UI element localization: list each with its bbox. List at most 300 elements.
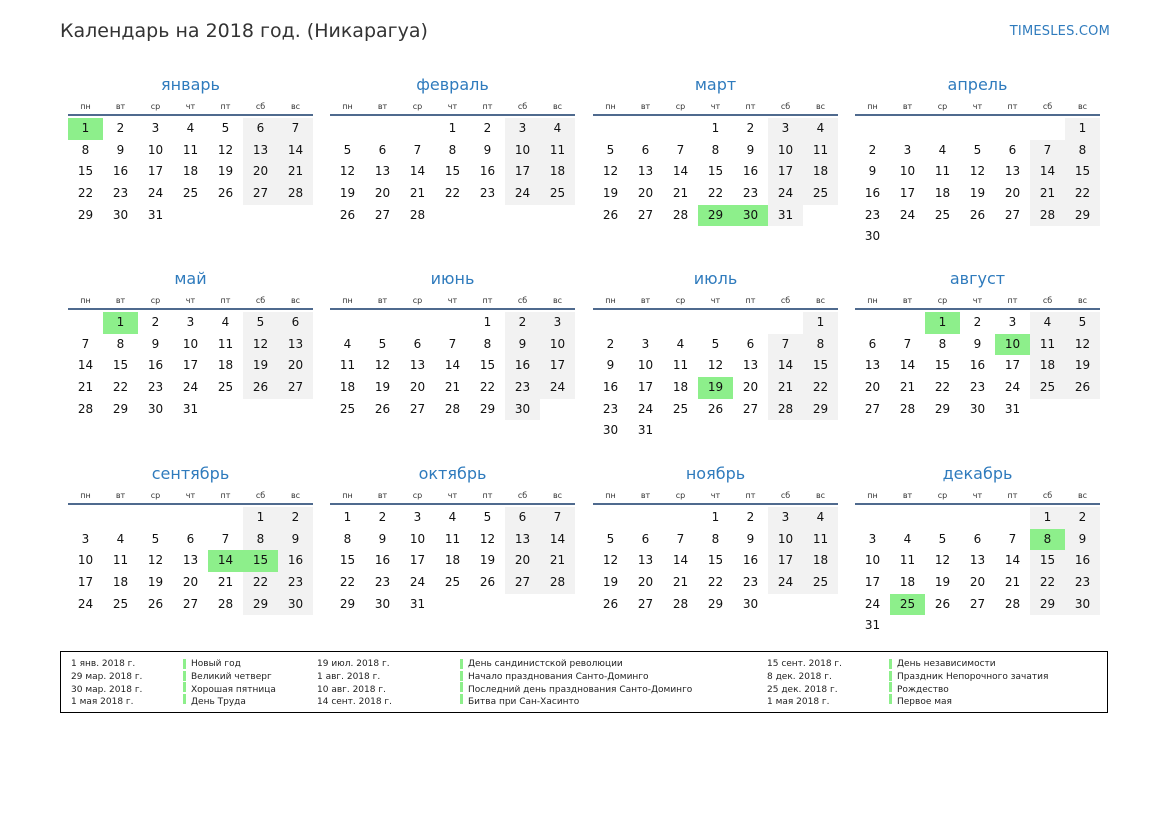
holiday-day-cell: 1: [925, 312, 960, 334]
holiday-day-cell: 14: [208, 550, 243, 572]
empty-cell: [768, 312, 803, 334]
day-cell: 9: [746, 142, 755, 157]
day-cell: 18: [1030, 355, 1065, 377]
day-cell: 17: [182, 358, 199, 373]
empty-cell: [173, 507, 208, 529]
day-cell: 28: [540, 572, 575, 594]
day-cell: 26: [339, 207, 356, 222]
weekday-label: чт: [972, 491, 983, 500]
legend-date: 15 сент. 2018 г.: [767, 659, 843, 669]
day-cell: 31: [182, 401, 199, 416]
empty-cell: [330, 118, 365, 140]
day-cell: 17: [899, 186, 916, 201]
day-cell: 6: [973, 531, 982, 546]
weekday-label: сб: [517, 102, 528, 111]
day-cell: 12: [243, 334, 278, 356]
day-cell: 11: [182, 142, 199, 157]
day-cell: 21: [444, 380, 461, 395]
day-cell: 13: [409, 358, 426, 373]
empty-cell: [960, 118, 995, 140]
day-cell: 20: [182, 575, 199, 590]
day-cell: 16: [112, 164, 129, 179]
legend-swatch: [460, 659, 463, 669]
month-11: [593, 464, 838, 615]
day-cell: 31: [768, 205, 803, 227]
empty-cell: [330, 312, 365, 334]
day-cell: 16: [479, 164, 496, 179]
day-grid: [68, 312, 313, 420]
day-cell: 17: [77, 575, 94, 590]
day-cell: 17: [505, 161, 540, 183]
day-cell: 12: [602, 164, 619, 179]
legend-date: 1 авг. 2018 г.: [317, 671, 381, 682]
day-cell: 21: [217, 575, 234, 590]
day-cell: 18: [934, 186, 951, 201]
day-cell: 6: [243, 118, 278, 140]
month-5: [68, 269, 313, 420]
day-cell: 3: [903, 142, 912, 157]
day-cell: 23: [278, 572, 313, 594]
day-cell: 27: [278, 377, 313, 399]
day-cell: 14: [444, 358, 461, 373]
day-cell: 18: [672, 380, 689, 395]
month-name: декабрь: [942, 464, 1013, 483]
weekday-label: пт: [482, 102, 493, 111]
day-cell: 20: [742, 380, 759, 395]
empty-cell: [890, 312, 925, 334]
legend-dates: [317, 658, 392, 709]
weekday-label: вс: [1077, 296, 1088, 305]
weekday-label: вс: [552, 102, 563, 111]
day-cell: 22: [934, 380, 951, 395]
day-cell: 25: [540, 183, 575, 205]
legend-date: 8 дек. 2018 г.: [767, 671, 832, 682]
day-cell: 5: [151, 531, 160, 546]
empty-cell: [628, 118, 663, 140]
day-cell: 23: [864, 207, 881, 222]
day-cell: 26: [147, 596, 164, 611]
day-cell: 7: [540, 507, 575, 529]
day-cell: 5: [378, 336, 387, 351]
weekday-label: пт: [220, 102, 231, 111]
legend-holiday-name: Битва при Сан-Хасинто: [468, 697, 580, 708]
day-cell: 30: [278, 594, 313, 616]
day-cell: 16: [602, 380, 619, 395]
day-cell: 13: [374, 164, 391, 179]
day-cell: 4: [676, 336, 685, 351]
day-cell: 16: [969, 358, 986, 373]
day-cell: 29: [77, 207, 94, 222]
empty-cell: [733, 312, 768, 334]
day-cell: 6: [1008, 142, 1017, 157]
day-cell: 3: [768, 507, 803, 529]
legend-swatch: [183, 671, 186, 681]
day-cell: 22: [707, 575, 724, 590]
weekday-label: пт: [1007, 491, 1018, 500]
day-cell: 3: [641, 336, 650, 351]
weekday-label: сб: [517, 491, 528, 500]
weekday-label: ср: [150, 491, 161, 500]
day-cell: 16: [278, 550, 313, 572]
day-cell: 12: [339, 164, 356, 179]
day-cell: 14: [672, 553, 689, 568]
legend-swatch: [889, 694, 892, 704]
day-cell: 4: [186, 121, 195, 135]
day-cell: 25: [339, 401, 356, 416]
weekday-label: пн: [80, 491, 91, 500]
day-cell: 5: [711, 336, 720, 351]
legend-holiday-name: День независимости: [897, 659, 996, 669]
day-cell: 6: [278, 312, 313, 334]
empty-cell: [365, 118, 400, 140]
day-cell: 31: [864, 618, 881, 633]
empty-cell: [400, 312, 435, 334]
day-cell: 8: [116, 336, 125, 351]
legend-color-bars: [183, 658, 186, 705]
day-cell: 19: [217, 164, 234, 179]
empty-cell: [663, 312, 698, 334]
day-cell: 9: [973, 336, 982, 351]
day-cell: 15: [479, 358, 496, 373]
legend-holiday-name: Новый год: [191, 659, 241, 669]
day-cell: 3: [505, 118, 540, 140]
weekday-label: пт: [482, 491, 493, 500]
day-cell: 20: [637, 575, 654, 590]
day-cell: 4: [1030, 312, 1065, 334]
weekday-label: вт: [115, 491, 126, 500]
day-grid: [855, 312, 1100, 420]
day-grid: [855, 118, 1100, 248]
month-10: [330, 464, 575, 615]
month-name: август: [949, 269, 1006, 288]
day-cell: 4: [540, 118, 575, 140]
day-cell: 6: [641, 531, 650, 546]
day-cell: 4: [448, 510, 457, 524]
day-cell: 12: [707, 358, 724, 373]
legend-color-bars: [889, 658, 892, 705]
day-cell: 19: [374, 380, 391, 395]
legend-holiday-name: Хорошая пятница: [191, 684, 276, 695]
legend-names: [897, 658, 1048, 709]
legend-swatch: [183, 659, 186, 669]
legend-swatch: [889, 671, 892, 681]
day-cell: 21: [1030, 183, 1065, 205]
legend-swatch: [460, 671, 463, 681]
day-cell: 21: [540, 550, 575, 572]
page-title: Календарь на 2018 год. (Никарагуа): [60, 20, 428, 42]
day-cell: 8: [448, 142, 457, 157]
day-cell: 7: [676, 142, 685, 157]
day-grid: [330, 118, 575, 226]
day-cell: 24: [768, 572, 803, 594]
weekday-label: чт: [447, 102, 458, 111]
day-cell: 29: [112, 401, 129, 416]
weekday-label: пн: [867, 491, 878, 500]
day-cell: 29: [243, 594, 278, 616]
weekday-label: вт: [902, 296, 913, 305]
day-cell: 1: [803, 312, 838, 334]
day-cell: 29: [803, 399, 838, 421]
weekday-label: чт: [710, 296, 721, 305]
day-cell: 10: [768, 529, 803, 551]
weekday-label: сб: [255, 491, 266, 500]
day-cell: 15: [77, 164, 94, 179]
day-grid: [330, 507, 575, 615]
day-cell: 29: [339, 596, 356, 611]
day-cell: 28: [217, 596, 234, 611]
weekday-label: вс: [815, 102, 826, 111]
day-cell: 25: [803, 572, 838, 594]
weekday-label: чт: [185, 491, 196, 500]
day-cell: 5: [1065, 312, 1100, 334]
day-cell: 7: [903, 336, 912, 351]
day-cell: 24: [409, 575, 426, 590]
legend-holiday-name: День сандинистской революции: [468, 659, 623, 669]
weekday-label: вс: [815, 491, 826, 500]
day-cell: 23: [505, 377, 540, 399]
day-cell: 4: [221, 315, 230, 329]
legend-names: [191, 658, 276, 709]
day-cell: 9: [116, 142, 125, 157]
holiday-day-cell: 25: [890, 594, 925, 616]
day-cell: 10: [637, 358, 654, 373]
day-cell: 11: [112, 553, 129, 568]
day-cell: 23: [602, 401, 619, 416]
day-cell: 14: [409, 164, 426, 179]
day-cell: 5: [606, 142, 615, 157]
weekday-label: сб: [780, 491, 791, 500]
day-cell: 21: [899, 380, 916, 395]
day-cell: 8: [803, 334, 838, 356]
day-cell: 30: [147, 401, 164, 416]
day-cell: 9: [151, 336, 160, 351]
site-link[interactable]: TIMESLES.COM: [1009, 24, 1110, 39]
empty-cell: [593, 312, 628, 334]
day-cell: 16: [742, 553, 759, 568]
day-cell: 25: [672, 401, 689, 416]
weekday-label: ср: [150, 296, 161, 305]
weekday-label: чт: [710, 102, 721, 111]
day-cell: 28: [899, 401, 916, 416]
day-cell: 2: [151, 315, 160, 329]
day-cell: 4: [903, 531, 912, 546]
day-cell: 3: [81, 531, 90, 546]
weekday-header: [593, 489, 838, 505]
day-cell: 11: [1030, 334, 1065, 356]
weekday-header: [68, 489, 313, 505]
day-cell: 23: [112, 186, 129, 201]
day-cell: 26: [969, 207, 986, 222]
day-cell: 27: [243, 183, 278, 205]
day-cell: 18: [899, 575, 916, 590]
day-cell: 1: [448, 121, 457, 135]
day-cell: 27: [409, 401, 426, 416]
day-cell: 28: [672, 207, 689, 222]
weekday-label: пт: [1007, 102, 1018, 111]
day-cell: 12: [147, 553, 164, 568]
day-cell: 18: [217, 358, 234, 373]
day-cell: 11: [540, 140, 575, 162]
day-cell: 8: [711, 142, 720, 157]
day-cell: 6: [746, 336, 755, 351]
empty-cell: [208, 507, 243, 529]
weekday-label: пт: [745, 296, 756, 305]
empty-cell: [925, 118, 960, 140]
day-cell: 24: [540, 377, 575, 399]
weekday-label: чт: [185, 296, 196, 305]
day-cell: 2: [278, 507, 313, 529]
weekday-label: ср: [675, 102, 686, 111]
day-cell: 23: [742, 575, 759, 590]
day-cell: 13: [505, 529, 540, 551]
day-cell: 25: [934, 207, 951, 222]
day-cell: 10: [147, 142, 164, 157]
day-cell: 12: [602, 553, 619, 568]
day-cell: 29: [479, 401, 496, 416]
day-cell: 18: [444, 553, 461, 568]
day-cell: 20: [374, 186, 391, 201]
day-cell: 29: [1030, 594, 1065, 616]
legend-swatch: [183, 682, 186, 692]
weekday-label: вс: [290, 491, 301, 500]
day-cell: 23: [742, 186, 759, 201]
legend-holiday-name: День Труда: [191, 697, 246, 708]
day-cell: 18: [339, 380, 356, 395]
day-cell: 4: [803, 507, 838, 529]
day-cell: 17: [768, 550, 803, 572]
month-name: май: [174, 269, 207, 288]
day-cell: 13: [243, 140, 278, 162]
day-cell: 23: [1065, 572, 1100, 594]
empty-cell: [400, 118, 435, 140]
day-cell: 1: [243, 507, 278, 529]
day-cell: 16: [147, 358, 164, 373]
day-cell: 24: [768, 183, 803, 205]
day-cell: 11: [934, 164, 951, 179]
day-cell: 7: [768, 334, 803, 356]
weekday-label: пн: [80, 102, 91, 111]
legend-holiday-name: Праздник Непорочного зачатия: [897, 671, 1049, 682]
weekday-label: пн: [867, 296, 878, 305]
legend-holiday-name: Последний день празднования Санто-Доминго: [468, 684, 693, 695]
month-2: [330, 75, 575, 226]
day-cell: 26: [602, 596, 619, 611]
day-cell: 28: [768, 399, 803, 421]
day-cell: 19: [969, 186, 986, 201]
day-cell: 16: [1065, 550, 1100, 572]
day-cell: 1: [483, 315, 492, 329]
day-cell: 24: [1004, 380, 1021, 395]
day-cell: 6: [505, 507, 540, 529]
weekday-label: чт: [447, 491, 458, 500]
day-cell: 8: [711, 531, 720, 546]
day-cell: 9: [606, 358, 615, 373]
weekday-label: вс: [552, 296, 563, 305]
day-cell: 22: [803, 377, 838, 399]
day-cell: 15: [707, 164, 724, 179]
legend-holiday-name: Великий четверг: [191, 671, 272, 682]
day-cell: 30: [374, 596, 391, 611]
empty-cell: [628, 312, 663, 334]
empty-cell: [855, 507, 890, 529]
day-cell: 3: [1008, 315, 1017, 329]
legend-holiday-name: Первое мая: [897, 697, 952, 708]
weekday-label: пн: [80, 296, 91, 305]
day-cell: 10: [540, 334, 575, 356]
day-cell: 25: [1030, 377, 1065, 399]
month-9: [68, 464, 313, 615]
day-cell: 6: [186, 531, 195, 546]
day-cell: 11: [803, 529, 838, 551]
day-cell: 27: [505, 572, 540, 594]
weekday-label: сб: [517, 296, 528, 305]
legend-swatch: [460, 682, 463, 692]
day-cell: 27: [637, 596, 654, 611]
legend-date: 14 сент. 2018 г.: [317, 697, 393, 708]
day-cell: 20: [505, 550, 540, 572]
month-name: июнь: [430, 269, 475, 288]
day-cell: 13: [637, 164, 654, 179]
weekday-label: пн: [867, 102, 878, 111]
weekday-header: [330, 489, 575, 505]
weekday-label: сб: [255, 102, 266, 111]
month-name: апрель: [947, 75, 1008, 94]
day-cell: 21: [77, 380, 94, 395]
day-cell: 15: [803, 355, 838, 377]
legend-dates: [767, 658, 842, 709]
empty-cell: [855, 118, 890, 140]
day-cell: 2: [378, 510, 387, 524]
day-cell: 30: [112, 207, 129, 222]
weekday-label: ср: [937, 102, 948, 111]
day-cell: 5: [606, 531, 615, 546]
day-cell: 8: [81, 142, 90, 157]
day-cell: 19: [602, 575, 619, 590]
day-cell: 17: [409, 553, 426, 568]
day-cell: 21: [672, 575, 689, 590]
legend-holiday-name: Начало празднования Санто-Доминго: [468, 671, 649, 682]
day-cell: 23: [969, 380, 986, 395]
day-cell: 1: [711, 510, 720, 524]
day-cell: 25: [217, 380, 234, 395]
day-cell: 3: [186, 315, 195, 329]
holiday-legend: [60, 651, 1108, 713]
day-cell: 29: [934, 401, 951, 416]
month-name: январь: [161, 75, 220, 94]
day-cell: 13: [278, 334, 313, 356]
weekday-header: [68, 294, 313, 310]
empty-cell: [698, 312, 733, 334]
day-cell: 26: [479, 575, 496, 590]
weekday-label: сб: [780, 102, 791, 111]
day-cell: 2: [1065, 507, 1100, 529]
day-cell: 19: [339, 186, 356, 201]
day-cell: 17: [147, 164, 164, 179]
weekday-header: [855, 294, 1100, 310]
day-cell: 18: [803, 161, 838, 183]
day-cell: 8: [938, 336, 947, 351]
day-cell: 19: [602, 186, 619, 201]
day-cell: 20: [409, 380, 426, 395]
holiday-day-cell: 15: [243, 550, 278, 572]
weekday-label: вт: [377, 102, 388, 111]
day-cell: 10: [768, 140, 803, 162]
weekday-label: пт: [745, 491, 756, 500]
month-4: [855, 75, 1100, 248]
day-cell: 22: [479, 380, 496, 395]
day-cell: 22: [1065, 183, 1100, 205]
day-cell: 21: [1004, 575, 1021, 590]
